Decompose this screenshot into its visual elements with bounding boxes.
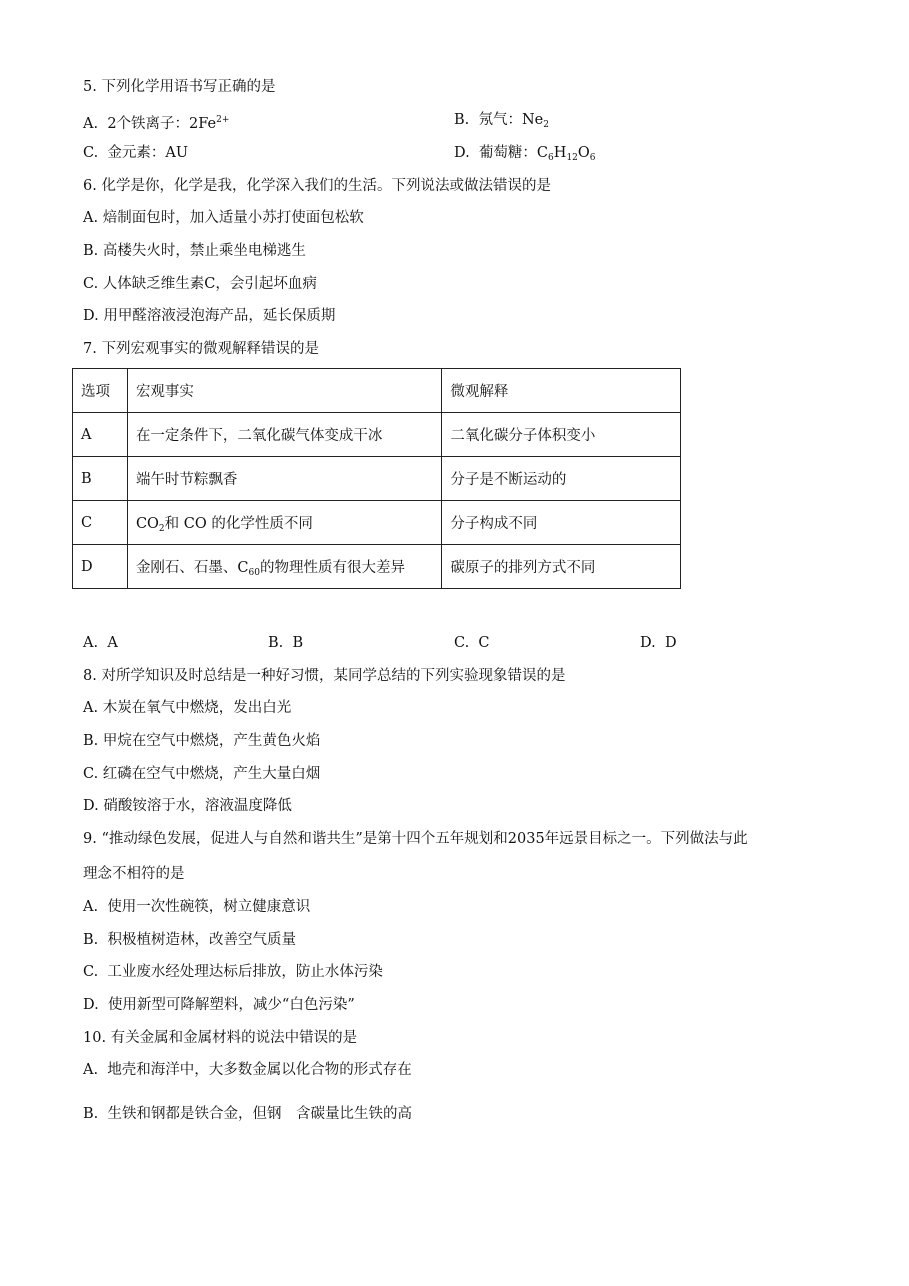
q8-option-c: C. 红磷在空气中燃烧，产生大量白烟 bbox=[83, 766, 321, 782]
q6-option-b: B. 高楼失火时，禁止乘坐电梯逃生 bbox=[83, 243, 306, 259]
row-option: C bbox=[73, 501, 128, 545]
q8-option-a: A. 木炭在氧气中燃烧，发出白光 bbox=[83, 700, 292, 716]
option-letter: A. bbox=[83, 116, 99, 132]
option-text: 工业废水经处理达标后排放，防止水体污染 bbox=[107, 964, 383, 980]
table-row bbox=[73, 457, 681, 501]
option-text: 积极植树造林，改善空气质量 bbox=[107, 932, 296, 948]
q10-option-a bbox=[83, 1060, 412, 1080]
option-text: B bbox=[292, 635, 304, 651]
option-letter: C. bbox=[83, 145, 99, 161]
option-letter: D. bbox=[83, 997, 99, 1013]
option-letter: C. bbox=[454, 635, 470, 651]
row-fact bbox=[127, 545, 441, 589]
q6-option-c: C. 人体缺乏维生素C，会引起坏血病 bbox=[83, 276, 317, 292]
option-text: A bbox=[107, 635, 118, 651]
q8-stem: 8. 对所学知识及时总结是一种好习惯，某同学总结的下列实验现象错误的是 bbox=[83, 668, 566, 684]
q5-option-c bbox=[83, 143, 188, 163]
option-text: 生铁和钢都是铁合金，但钢 含碳量比生铁的高 bbox=[107, 1106, 412, 1122]
q5-option-b bbox=[454, 110, 549, 135]
option-text: 2个铁离子：2Fe bbox=[107, 116, 217, 132]
q7-answer-a bbox=[83, 633, 118, 653]
option-letter: A. bbox=[83, 635, 99, 651]
option-letter: B. bbox=[268, 635, 284, 651]
q7-answer-c bbox=[454, 633, 490, 653]
subscript: 2 bbox=[158, 523, 165, 534]
option-text: D bbox=[664, 635, 677, 651]
header-explain: 微观解释 bbox=[442, 369, 681, 413]
q6-option-d: D. 用甲醛溶液浸泡海产品，延长保质期 bbox=[83, 308, 336, 324]
q8-option-b: B. 甲烷在空气中燃烧，产生黄色火焰 bbox=[83, 733, 321, 749]
subscript: 6 bbox=[589, 153, 596, 163]
q5-option-a bbox=[83, 110, 229, 134]
row-fact: 在一定条件下，二氧化碳气体变成干冰 bbox=[127, 413, 441, 457]
q7-answer-d bbox=[640, 633, 677, 653]
option-letter: A. bbox=[83, 1062, 99, 1078]
fact-part: 的物理性质有很大差异 bbox=[260, 559, 405, 576]
subscript: 6 bbox=[548, 153, 554, 163]
option-text: 金元素：AU bbox=[107, 145, 189, 161]
q9-stem-line1: 9. “推动绿色发展，促进人与自然和谐共生”是第十四个五年规划和2035年远景目标之一。下列做法与此 bbox=[83, 831, 748, 847]
fact-part: 金刚石、石墨、C bbox=[135, 559, 249, 576]
option-text: 氖气：Ne bbox=[478, 112, 544, 128]
option-letter: C. bbox=[83, 964, 99, 980]
q7-answer-b bbox=[268, 633, 303, 653]
option-letter: B. bbox=[83, 1106, 99, 1122]
formula-part: O bbox=[577, 145, 590, 161]
subscript: 2 bbox=[543, 120, 549, 130]
q5-stem: 5. 下列化学用语书写正确的是 bbox=[83, 79, 276, 95]
q6-stem: 6. 化学是你，化学是我，化学深入我们的生活。下列说法或做法错误的是 bbox=[83, 178, 551, 194]
subscript: 12 bbox=[566, 153, 578, 163]
option-letter: A. bbox=[83, 899, 99, 915]
row-option: B bbox=[73, 457, 128, 501]
option-letter: B. bbox=[454, 112, 470, 128]
option-text: C bbox=[478, 635, 490, 651]
header-option: 选项 bbox=[73, 369, 128, 413]
row-fact: 端午时节粽飘香 bbox=[127, 457, 441, 501]
row-option: A bbox=[73, 413, 128, 457]
option-letter: D. bbox=[640, 635, 656, 651]
q10-option-b bbox=[83, 1104, 412, 1124]
q10-stem: 10. 有关金属和金属材料的说法中错误的是 bbox=[83, 1030, 358, 1046]
q7-table bbox=[72, 368, 681, 589]
option-text: 使用新型可降解塑料，减少“白色污染” bbox=[107, 997, 355, 1013]
q9-option-b bbox=[83, 930, 296, 950]
fact-part: 和 CO 的化学性质不同 bbox=[164, 515, 313, 532]
row-option: D bbox=[73, 545, 128, 589]
q9-option-d bbox=[83, 995, 355, 1015]
subscript: 60 bbox=[248, 567, 260, 578]
row-explain: 二氧化碳分子体积变小 bbox=[442, 413, 681, 457]
q7-stem: 7. 下列宏观事实的微观解释错误的是 bbox=[83, 341, 319, 357]
table-row bbox=[73, 501, 681, 545]
fact-part: CO bbox=[135, 515, 159, 532]
q9-stem-line2: 理念不相符的是 bbox=[83, 866, 185, 882]
q9-option-c bbox=[83, 962, 383, 982]
row-explain: 分子构成不同 bbox=[442, 501, 681, 545]
charge-superscript: 2+ bbox=[216, 115, 230, 125]
header-fact: 宏观事实 bbox=[127, 369, 441, 413]
formula-part: H bbox=[553, 145, 567, 161]
option-letter: D. bbox=[454, 145, 470, 161]
option-letter: B. bbox=[83, 932, 99, 948]
q8-option-d: D. 硝酸铵溶于水，溶液温度降低 bbox=[83, 798, 292, 814]
table-row bbox=[73, 413, 681, 457]
row-fact bbox=[127, 501, 441, 545]
q9-option-a bbox=[83, 897, 310, 917]
option-text: 葡萄糖：C bbox=[478, 145, 549, 161]
option-text: 地壳和海洋中，大多数金属以化合物的形式存在 bbox=[107, 1062, 412, 1078]
q5-option-d bbox=[454, 143, 596, 168]
option-text: 使用一次性碗筷，树立健康意识 bbox=[107, 899, 311, 915]
q6-option-a: A. 焙制面包时，加入适量小苏打使面包松软 bbox=[83, 210, 364, 226]
table-header-row bbox=[73, 369, 681, 413]
row-explain: 碳原子的排列方式不同 bbox=[442, 545, 681, 589]
table-row bbox=[73, 545, 681, 589]
row-explain: 分子是不断运动的 bbox=[442, 457, 681, 501]
